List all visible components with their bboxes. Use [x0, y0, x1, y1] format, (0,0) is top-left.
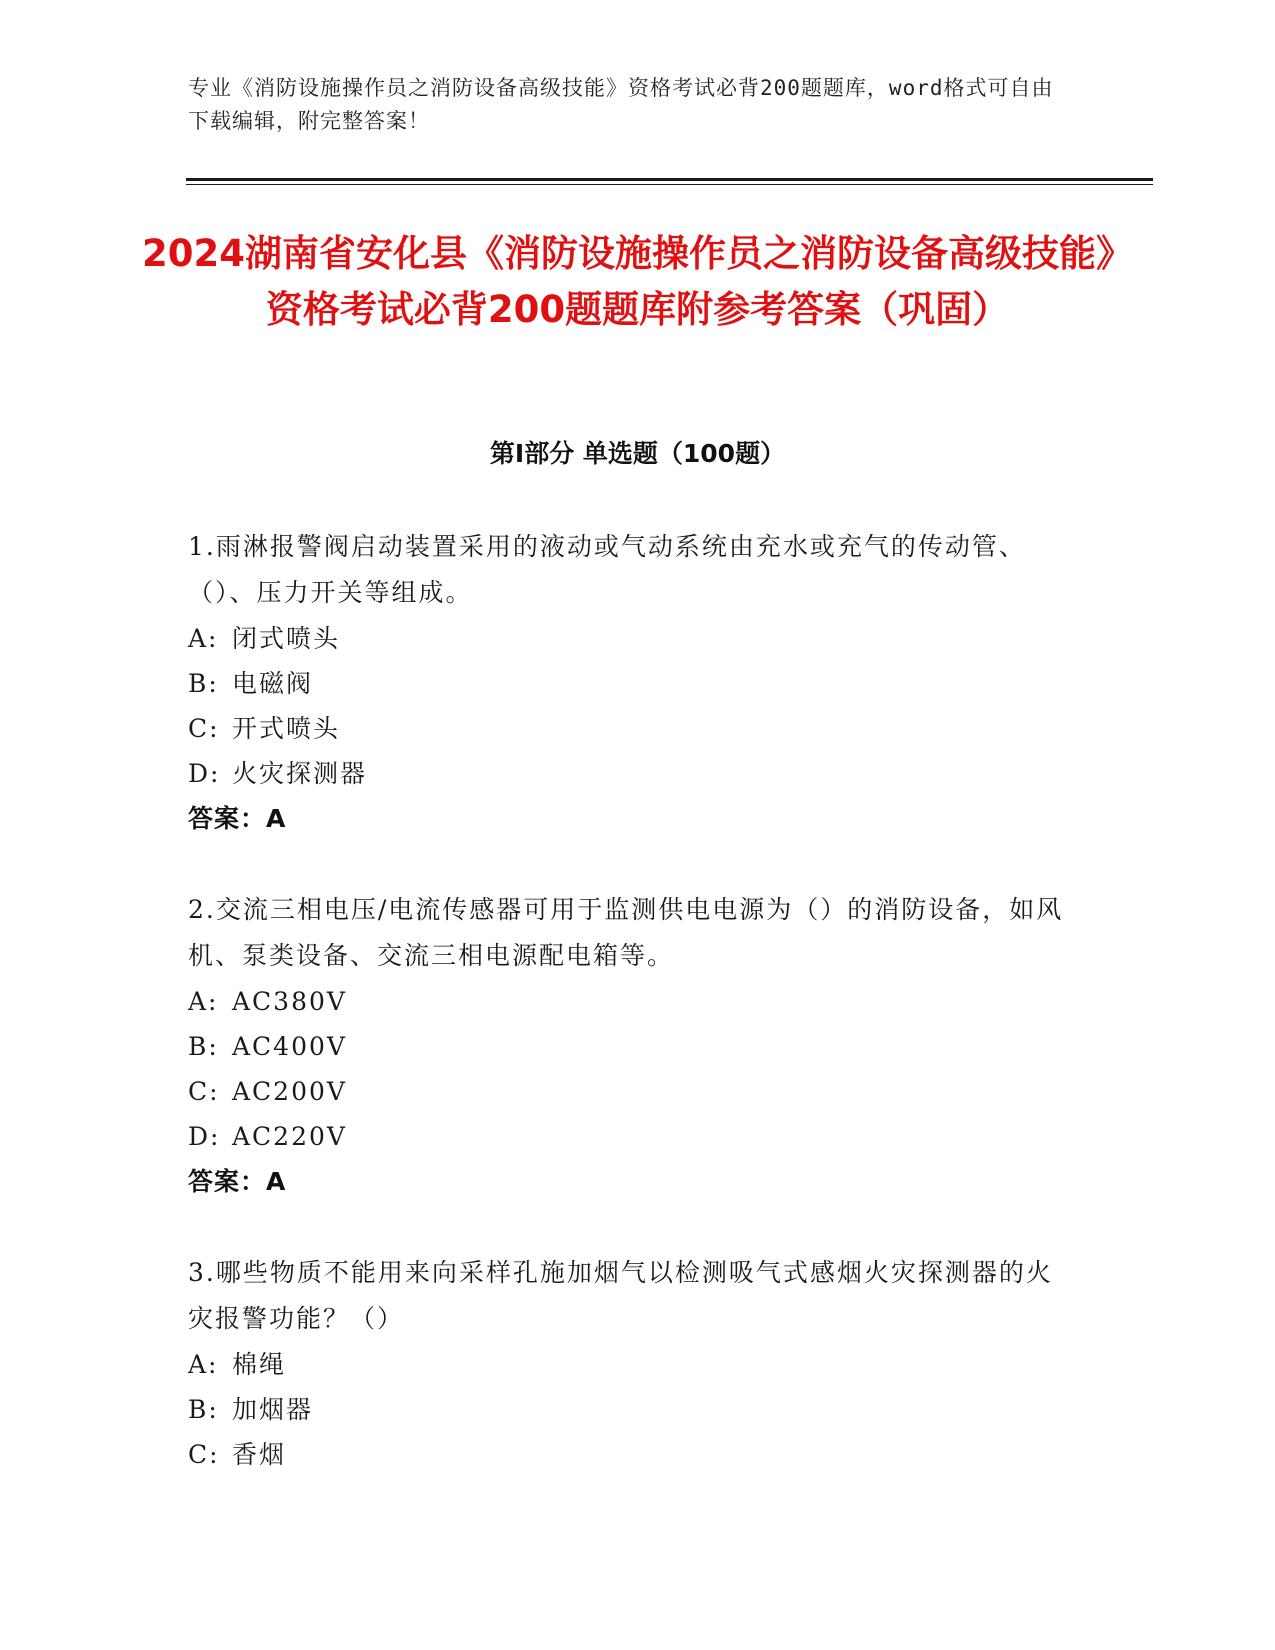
option-text: AC200V: [232, 1077, 347, 1106]
option-b: [188, 1024, 1068, 1069]
answer-line: 答案：A: [188, 1167, 287, 1196]
option-b: [188, 661, 1068, 706]
question-stem: 3.哪些物质不能用来向采样孔施加烟气以检测吸气式感烟火灾探测器的火灾报警功能？（）: [188, 1258, 1053, 1333]
option-text: 棉绳: [232, 1350, 287, 1379]
option-a: [188, 1342, 1068, 1387]
option-letter: C:: [188, 1077, 220, 1106]
option-text: AC400V: [232, 1032, 347, 1061]
option-letter: B:: [188, 669, 219, 698]
option-letter: A:: [188, 624, 219, 653]
question-stem: 2.交流三相电压/电流传感器可用于监测供电电源为（）的消防设备，如风机、泵类设备、交流三相电源配电箱等。: [188, 895, 1064, 970]
answer-line: 答案：A: [188, 804, 287, 833]
question-item: [188, 887, 1068, 1205]
question-item: [188, 1250, 1068, 1477]
section-title: 第Ⅰ部分 单选题（100题）: [489, 439, 786, 468]
question-item: [188, 524, 1068, 842]
option-letter: B:: [188, 1032, 219, 1061]
option-text: 电磁阀: [232, 669, 314, 698]
option-c: [188, 706, 1068, 751]
option-c: [188, 1432, 1068, 1477]
option-text: 加烟器: [232, 1395, 314, 1424]
header-rule-thin: [186, 184, 1153, 185]
option-b: [188, 1387, 1068, 1432]
option-letter: D:: [188, 1122, 221, 1151]
option-text: AC220V: [232, 1122, 347, 1151]
option-letter: D:: [188, 759, 221, 788]
option-d: [188, 1114, 1068, 1159]
option-text: 火灾探测器: [232, 759, 368, 788]
header-note: 专业《消防设施操作员之消防设备高级技能》资格考试必背200题题库，word格式可自由下载编辑，附完整答案！: [188, 76, 1054, 133]
option-letter: B:: [188, 1395, 219, 1424]
option-d: [188, 751, 1068, 796]
option-letter: A:: [188, 987, 219, 1016]
option-letter: C:: [188, 1440, 220, 1469]
option-text: AC380V: [232, 987, 347, 1016]
option-text: 闭式喷头: [232, 624, 341, 653]
option-a: [188, 616, 1068, 661]
option-c: [188, 1069, 1068, 1114]
header-rule: [186, 178, 1153, 181]
option-letter: C:: [188, 714, 220, 743]
option-text: 香烟: [232, 1440, 287, 1469]
document-title: 2024湖南省安化县《消防设施操作员之消防设备高级技能》资格考试必背200题题库附参考答案（巩固）: [142, 232, 1133, 331]
option-a: [188, 979, 1068, 1024]
option-letter: A:: [188, 1350, 219, 1379]
question-stem: 1.雨淋报警阀启动装置采用的液动或气动系统由充水或充气的传动管、（）、压力开关等组成。: [188, 532, 1026, 607]
option-text: 开式喷头: [232, 714, 341, 743]
